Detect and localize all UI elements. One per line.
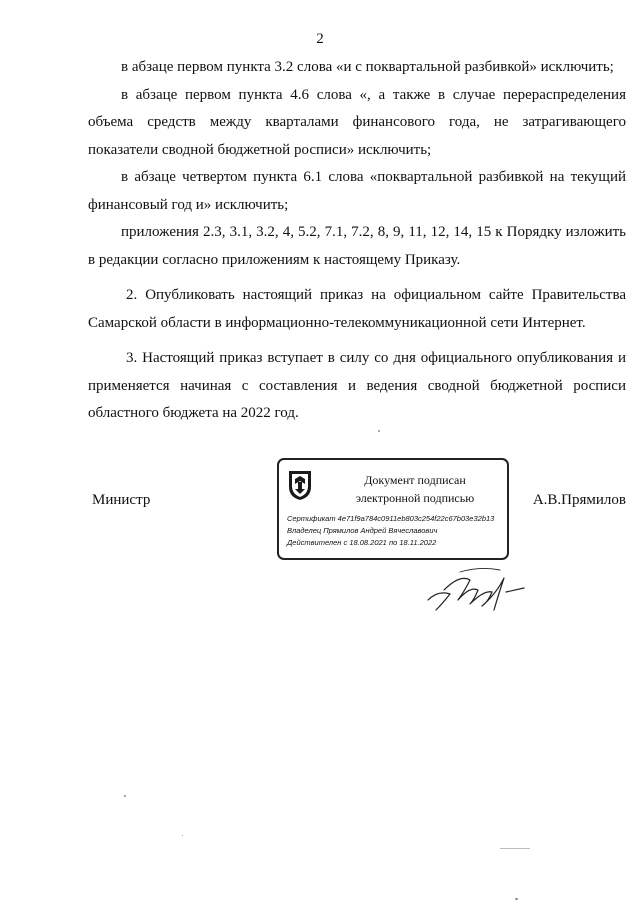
stamp-title-line-1: Документ подписан [364, 473, 466, 487]
handwritten-signature [420, 560, 530, 620]
minister-name: А.В.Прямилов [532, 492, 626, 508]
scan-speck [124, 795, 126, 797]
scan-speck [182, 835, 183, 836]
scan-speck [378, 430, 380, 432]
scan-speck [515, 898, 518, 900]
stamp-title [325, 471, 505, 507]
paragraph-4: приложения 2.3, 3.1, 3.2, 4, 5.2, 7.1, 7.2, 8, 9, 11, 12, 14, 15 к Порядку изложить в редакции согласно приложениям к настоящему Приказу. [88, 224, 626, 268]
minister-label: Министр [92, 492, 151, 508]
samara-coat-of-arms-icon [287, 469, 313, 501]
paragraph-3: в абзаце четвертом пункта 6.1 слова «поквартальной разбивкой на текущий финансовый год и» исключить; [88, 169, 626, 213]
scan-speck [500, 848, 530, 849]
document-body [88, 54, 626, 428]
stamp-owner: Владелец Прямилов Андрей Вячеславович [287, 526, 438, 535]
paragraph-2: в абзаце первом пункта 4.6 слова «, а также в случае перераспределения объема средств между кварталами финансового года, не затрагивающего показатели сводной бюджетной росписи» исключить; [88, 86, 626, 158]
stamp-certificate: Сертификат 4e71f9a784c0911eb803c254f22c67b03e32b13 [287, 514, 495, 523]
stamp-title-line-2: электронной подписью [355, 491, 475, 505]
signature-row [88, 458, 626, 568]
paragraph-5: 2. Опубликовать настоящий приказ на официальном сайте Правительства Самарской области в информационно-телекоммуникационной сети Интернет. [88, 287, 626, 331]
paragraph-6: 3. Настоящий приказ вступает в силу со дня официального опубликования и применяется начиная с составления и ведения сводной бюджетной росписи областного бюджета на 2022 год. [88, 350, 626, 421]
paragraph-1: в абзаце первом пункта 3.2 слова «и с поквартальной разбивкой» исключить; [121, 59, 614, 75]
page-number: 2 [316, 31, 324, 47]
e-signature-stamp [277, 458, 509, 560]
stamp-details [287, 513, 507, 549]
stamp-validity: Действителен с 18.08.2021 по 18.11.2022 [287, 538, 437, 547]
